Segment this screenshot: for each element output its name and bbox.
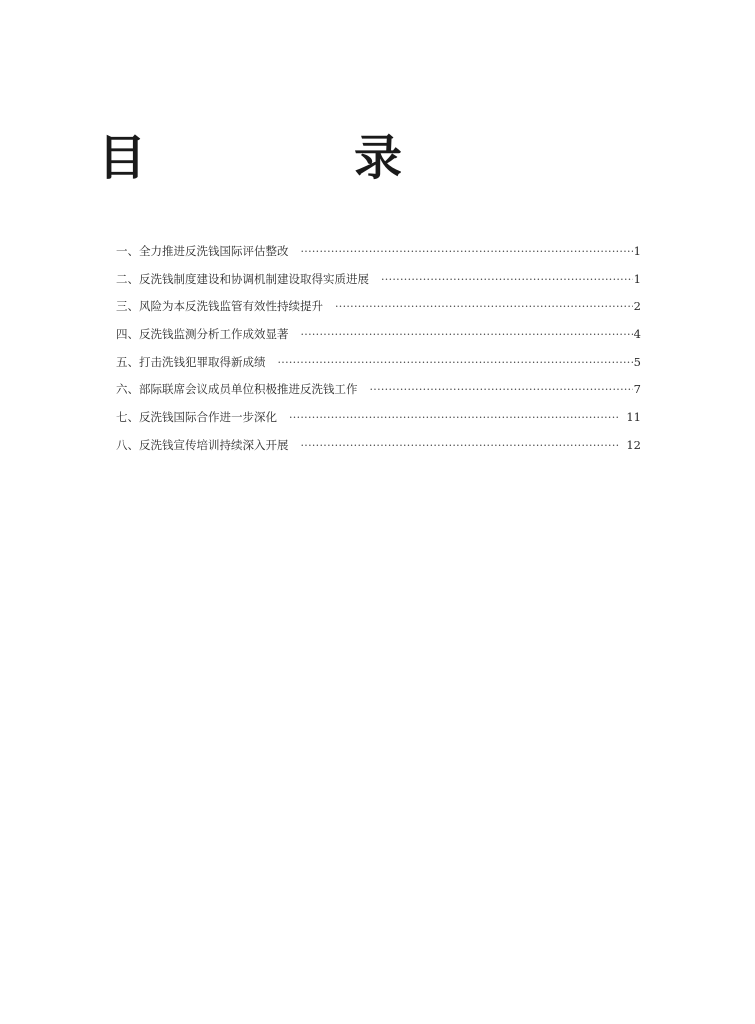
toc-entry-page: 1 <box>633 244 641 258</box>
toc-entry-label: 五、打击洗钱犯罪取得新成绩 <box>116 354 266 369</box>
toc-entry-page: 4 <box>633 327 641 342</box>
dot-leader <box>335 300 633 313</box>
toc-entry[interactable] <box>116 437 641 465</box>
toc-entry-page: 11 <box>626 410 641 425</box>
toc-entry[interactable] <box>116 243 641 271</box>
page-title: 目 录 <box>98 130 483 186</box>
dot-leader <box>301 439 621 452</box>
dot-leader <box>301 328 633 341</box>
toc-entry-label: 二、反洗钱制度建设和协调机制建设取得实质进展 <box>116 271 369 286</box>
dot-leader <box>278 356 633 369</box>
toc-entry-label: 八、反洗钱宣传培训持续深入开展 <box>116 437 289 452</box>
toc-entry-label: 一、全力推进反洗钱国际评估整改 <box>116 244 289 258</box>
toc-entry[interactable] <box>116 326 641 354</box>
dot-leader <box>370 383 633 396</box>
toc-entry-page: 2 <box>633 299 641 314</box>
toc-entry-page: 7 <box>633 382 641 397</box>
toc-entry-page: 1 <box>633 271 641 286</box>
toc-entry[interactable] <box>116 381 641 409</box>
toc-entry-label: 六、部际联席会议成员单位积极推进反洗钱工作 <box>116 382 358 397</box>
dot-leader <box>301 245 633 258</box>
toc-entry[interactable] <box>116 298 641 326</box>
toc-entry-label: 四、反洗钱监测分析工作成效显著 <box>116 327 289 342</box>
toc-entry-label: 三、风险为本反洗钱监管有效性持续提升 <box>116 299 323 314</box>
dot-leader <box>289 411 620 424</box>
toc-entry-page: 5 <box>633 354 641 369</box>
toc-entry-page: 12 <box>626 437 641 452</box>
toc-entry[interactable] <box>116 354 641 382</box>
toc-entry[interactable] <box>116 271 641 299</box>
toc-entry-label: 七、反洗钱国际合作进一步深化 <box>116 410 277 425</box>
table-of-contents <box>116 243 641 465</box>
toc-entry[interactable] <box>116 409 641 437</box>
dot-leader <box>381 273 633 286</box>
